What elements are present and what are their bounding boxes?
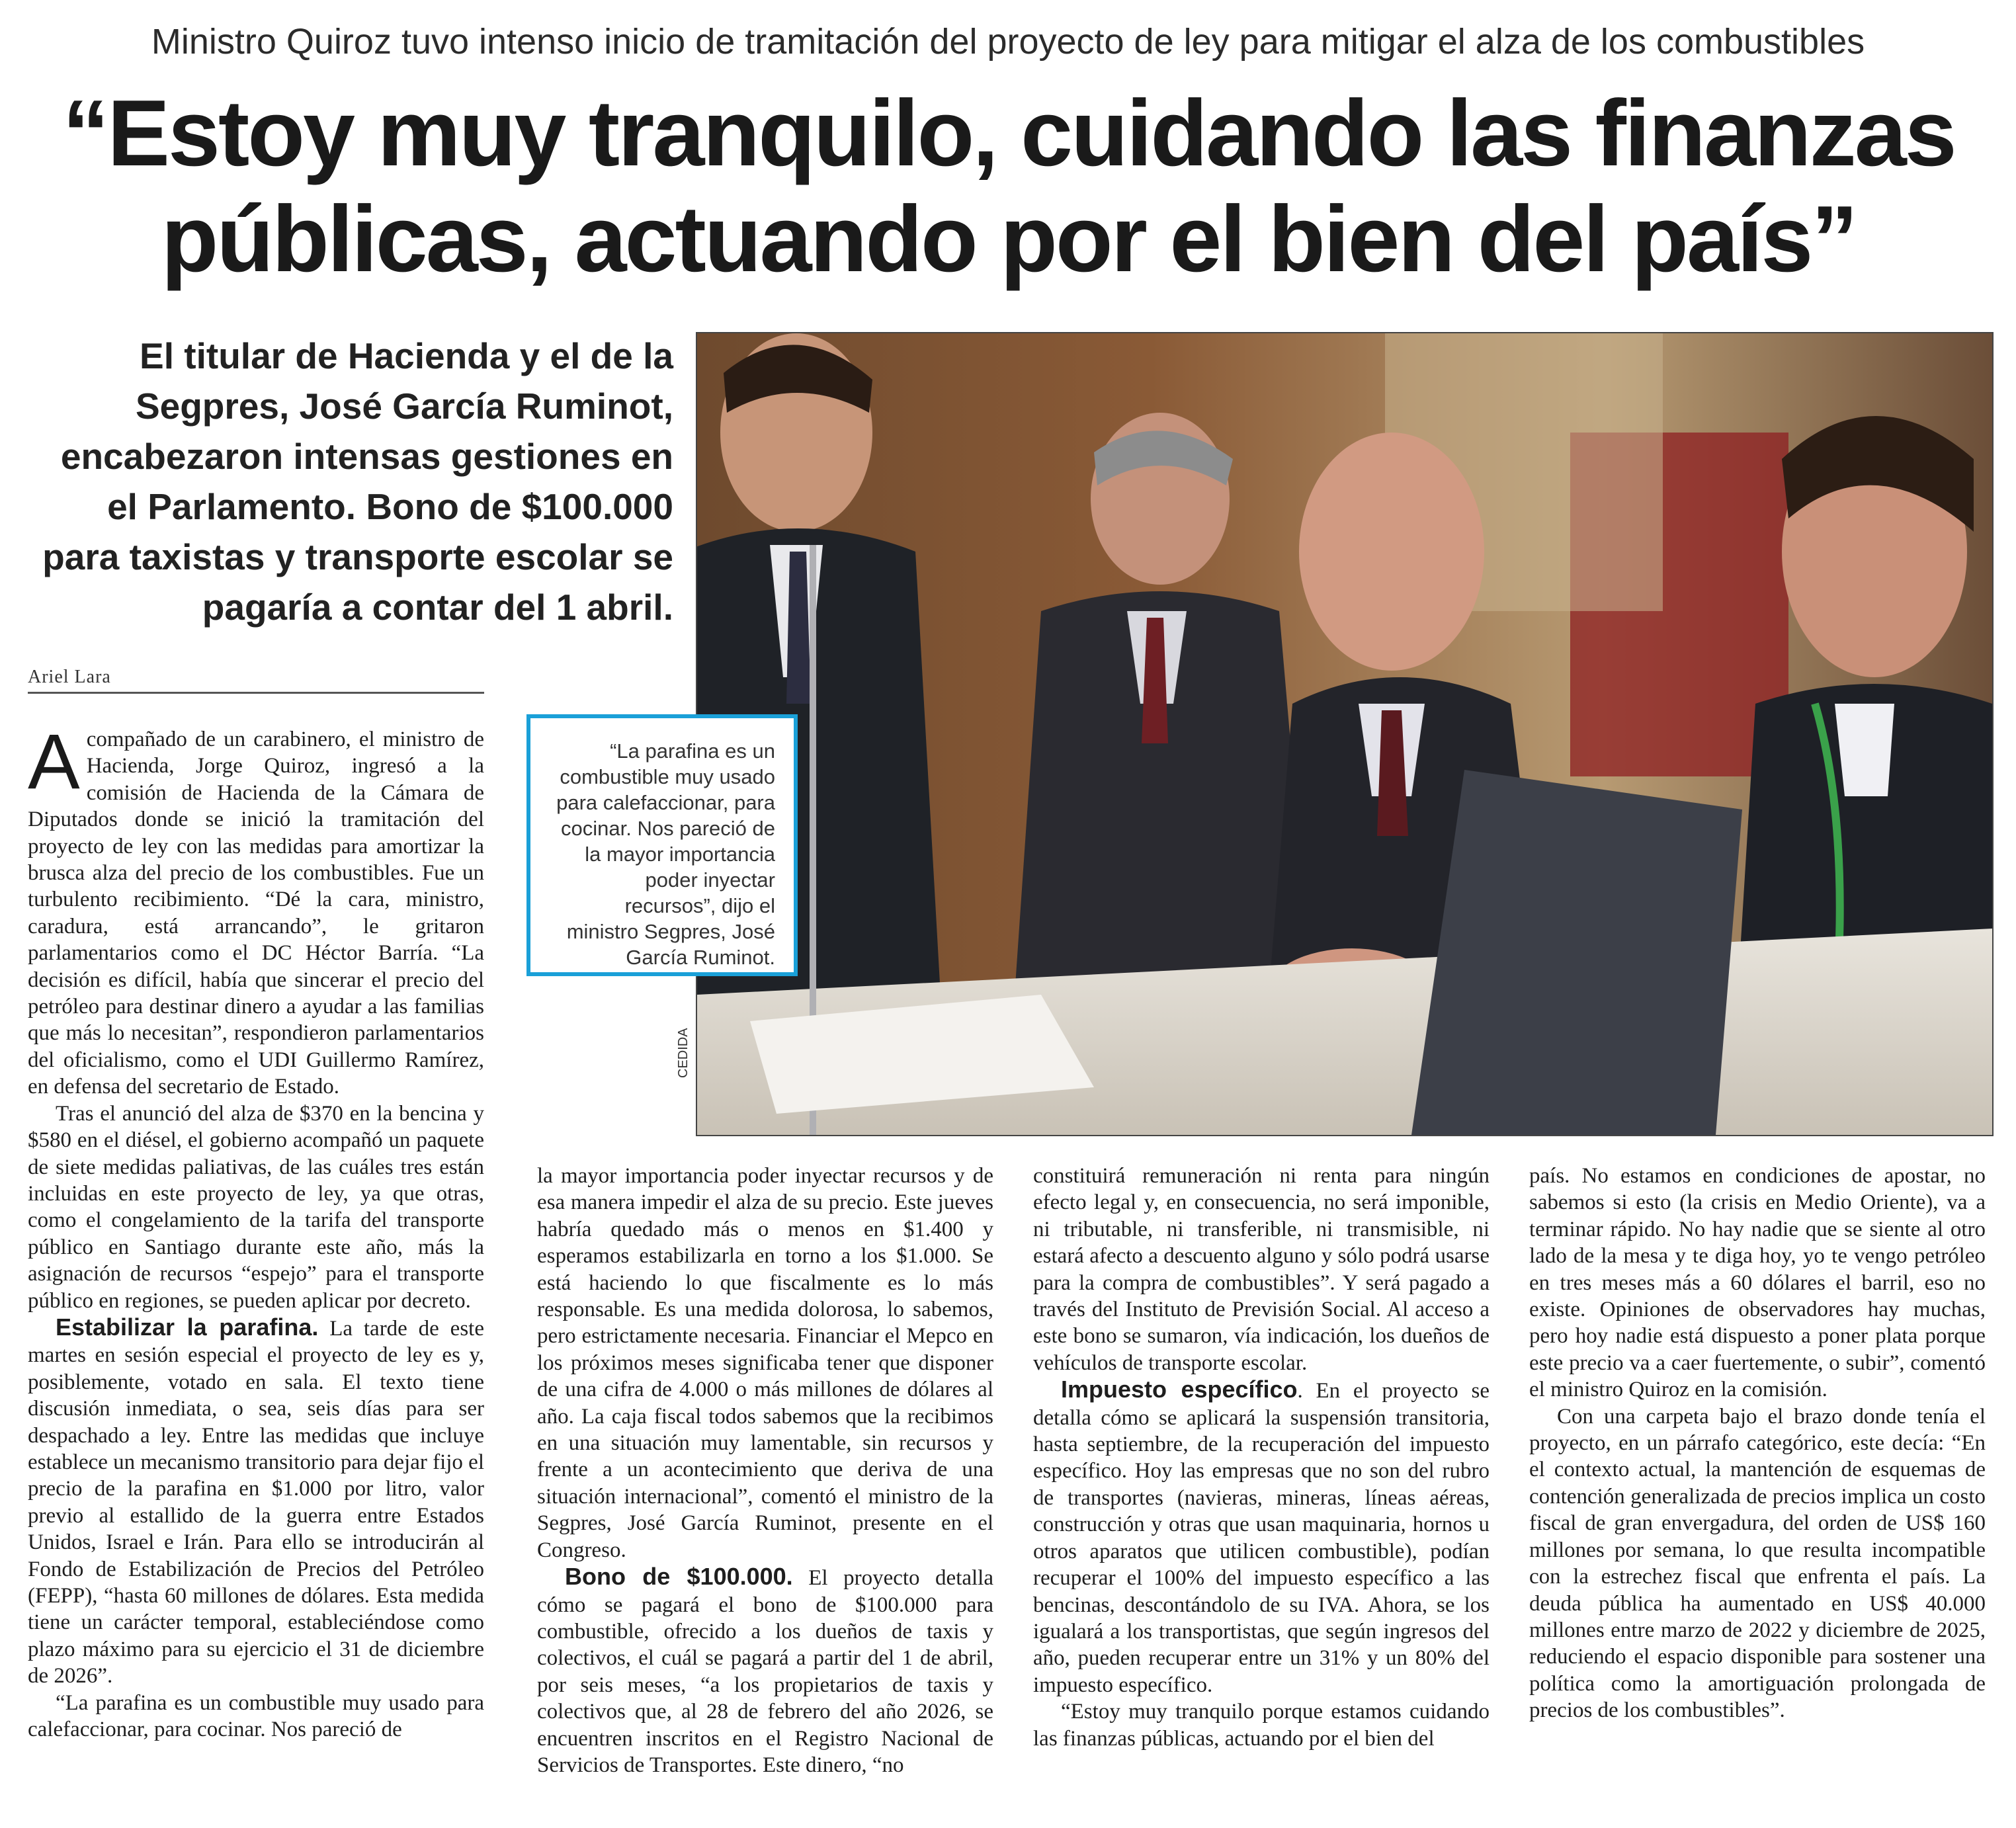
pull-quote: “La parafina es un combustible muy usado para calefaccionar, para cocinar. Nos pareció de la mayor importancia poder inyectar recursos”, dijo el ministro Segpres, José García Ruminot.	[526, 714, 798, 976]
paragraph: constituirá remuneración ni renta para ningún efecto legal y, en consecuencia, no será imponible, ni tributable, ni transferible, ni transmisible, ni estará afecto a descuento alguno y sólo podrá usarse para la compra de combustibles”. Y será pagado a través del Instituto de Previsión Social. Al acceso a este bono se sumaron, vía indicación, los dueños de vehículos de transporte escolar.	[1033, 1164, 1490, 1375]
paragraph-text: compañado de un carabinero, el ministro de Hacienda, Jorge Quiroz, ingresó a la comisión de Hacienda de la Cámara de Diputados donde se inició la tramitación del proyecto de ley con las medidas para amortizar la brusca alza del precio de los combustibles. Fue un turbulento recibimiento. “Dé la cara, ministro, caradura, está arrancando”, le gritaron parlamentarios como el DC Héctor Barría. “La decisión es difícil, había que sincerar el precio del petróleo para destinar dinero a ayudar a las familias que más lo necesitan”, respondieron parlamentarios del oficialismo, como el UDI Guillermo Ramírez, en defensa del secretario de Estado.	[28, 727, 484, 1099]
paragraph-text: . En el proyecto se detalla cómo se aplicará la suspensión transitoria, hasta septiembre, de la recuperación del impuesto específico. Hoy las empresas que no son del rubro de transportes (navieras, mineras, líneas aéreas, construcción y otras que usan maquinaria, hornos u otros aparatos que utilicen combustible), podían recuperar el 100% del impuesto específico a las bencinas, descontándolo de su IVA. Ahora, se los igualará a los transportistas, que según ingresos del año, pueden recuperar entre un 31% y un 80% del impuesto específico.	[1033, 1379, 1490, 1697]
news-photo	[696, 332, 1994, 1136]
news-photo-illustration	[697, 333, 1992, 1135]
kicker: Ministro Quiroz tuvo intenso inicio de tramitación del proyecto de ley para mitigar el alza de los combustibles	[151, 22, 1865, 62]
article-column-4	[1529, 1163, 1986, 1724]
paragraph	[537, 1563, 993, 1778]
paragraph: “La parafina es un combustible muy usado para calefaccionar, para cocinar. Nos pareció de	[28, 1690, 484, 1742]
headline	[40, 81, 1978, 292]
paragraph: Tras el anunció del alza de $370 en la bencina y $580 en el diésel, el gobierno acompañó un paquete de siete medidas paliativas, de las cuáles tres están incluidas en este proyecto de ley, ya que otras, como el congelamiento de la tarifa del transporte público en Santiago durante este año, más la asignación de recursos “espejo” para el transporte público en regiones, se pueden aplicar por decreto.	[28, 1101, 484, 1313]
paragraph-text: El proyecto detalla cómo se pagará el bono de $100.000 para combustible, ofrecido a los dueños de taxis y colectivos, el cuál se pagará a partir del 1 de abril, por seis meses, “a los propietarios de taxis y colectivos que, al 28 de febrero del año 2026, se encuentren inscritos en el Registro Nacional de Servicios de Transportes. Este dinero, “no	[537, 1566, 994, 1777]
headline-line-2: públicas, actuando por el bien del país”	[161, 187, 1857, 292]
paragraph	[28, 1314, 484, 1690]
article-column-2	[537, 1163, 993, 1778]
subheading: Bono de $100.000.	[565, 1563, 793, 1591]
paragraph	[28, 718, 484, 1101]
paragraph: Con una carpeta bajo el brazo donde tenía el proyecto, en un párrafo categórico, este decía: “En el contexto actual, la mantención de esquemas de contención generalizada de precios implica un costo fiscal de gran envergadura, del orden de US$ 160 millones por semana, lo que resulta incompatible con la estrechez fiscal que enfrenta el país. La deuda pública ha aumentado en US$ 40.000 millones entre marzo de 2022 y diciembre de 2025, reduciendo el espacio disponible para sostener una política como la amortiguación prolongada de precios de los combustibles”.	[1529, 1404, 1986, 1723]
headline-line-1: “Estoy muy tranquilo, cuidando las finanzas	[62, 81, 1955, 186]
paragraph-text: La tarde de este martes en sesión especial el proyecto de ley es y, posiblemente, votado en sala. El texto tiene discusión inmediata, o sea, seis días para ser despachado a ley. Entre las medidas que incluye establece un mecanismo transitorio para dejar fijo el precio de la parafina en $1.000 por litro, valor previo al estallido de la guerra entre Estados Unidos, Israel e Irán. Para ello se introducirán al Fondo de Estabilización de Precios del Petróleo (FEPP), “hasta 60 millones de dólares. Esta medida tiene un carácter temporal, estableciéndose como plazo máximo para su ejercicio el 31 de diciembre de 2026”.	[28, 1316, 484, 1688]
paragraph: “Estoy muy tranquilo porque estamos cuidando las finanzas públicas, actuando por el bien del	[1033, 1700, 1490, 1751]
paragraph: país. No estamos en condiciones de apostar, no sabemos si esto (la crisis en Medio Oriente), va a terminar rápido. No hay nadie que se siente al otro lado de la mesa y te diga hoy, yo te vengo petróleo en tres meses más a 60 dólares el barril, eso no existe. Opiniones de observadores hay muchas, pero hoy nadie está dispuesto a poner plata porque este precio va a caer fuertemente, o subir”, comentó el ministro Quiroz en la comisión.	[1529, 1164, 1986, 1402]
paragraph	[1033, 1376, 1490, 1698]
article-column-3	[1033, 1163, 1490, 1752]
paragraph: la mayor importancia poder inyectar recursos y de esa manera impedir el alza de su precio. Este jueves habría quedado más o menos en $1.400 y esperamos estabilizarla en torno a los $1.000. Se está haciendo lo que fiscalmente es lo más responsable. Es una medida dolorosa, lo sabemos, pero estrictamente necesaria. Financiar el Mepco en los próximos meses significaba tener que disponer de una cifra de 4.000 o más millones de dólares al año. La caja fiscal todos sabemos que la recibimos en una situación muy lamentable, sin recursos y frente a un acontecimiento que deriva de una situación internacional”, comentó el ministro de la Segpres, José García Ruminot, presente en el Congreso.	[537, 1164, 993, 1562]
article-column-1	[28, 718, 484, 1743]
byline: Ariel Lara	[28, 667, 484, 694]
deck: El titular de Hacienda y el de la Segpres, José García Ruminot, encabezaron intensas gestiones en el Parlamento. Bono de $100.000 para taxistas y transporte escolar se pagaría a contar del 1 abril.	[42, 335, 673, 628]
subheading: Estabilizar la parafina.	[56, 1313, 319, 1341]
photo-credit: CEDIDA	[676, 1028, 691, 1078]
subheading: Impuesto específico	[1061, 1376, 1298, 1403]
drop-cap: A	[28, 718, 80, 806]
